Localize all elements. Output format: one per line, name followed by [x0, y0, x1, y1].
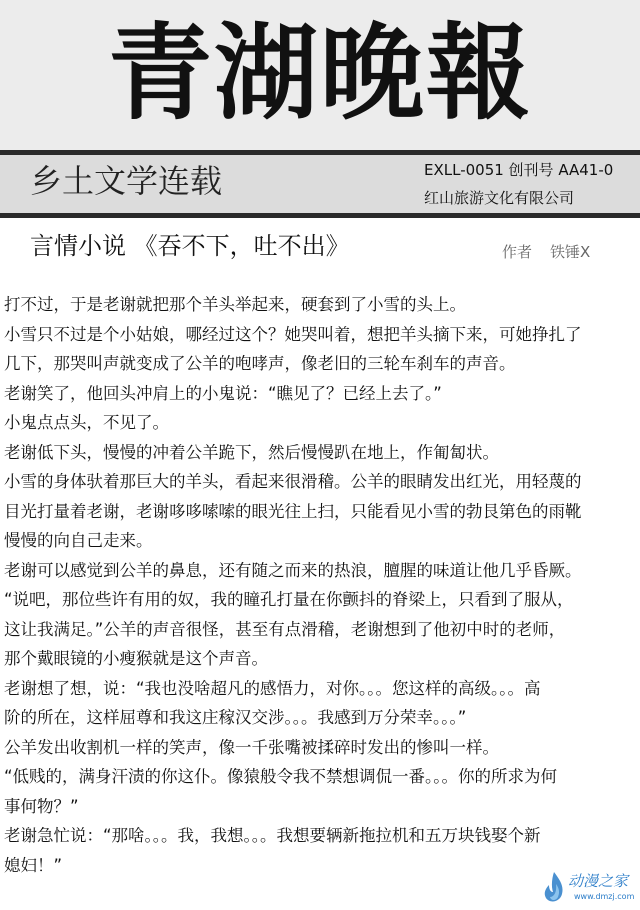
flame-logo-icon — [540, 870, 568, 906]
story-line: 那个戴眼镜的小瘦猴就是这个声音。 — [4, 649, 268, 668]
story-line: 小雪只不过是个小姑娘，哪经过这个？她哭叫着，想把羊头摘下来，可她挣扎了 — [4, 324, 582, 344]
story-line: 老谢可以感觉到公羊的鼻息，还有随之而来的热浪，膻腥的味道让他几乎昏厥。 — [4, 560, 582, 580]
story-line: 目光打量着老谢，老谢哆哆嗦嗦的眼光往上扫，只能看见小雪的勃艮第色的雨靴 — [4, 501, 582, 521]
story-line: “说吧，那位些许有用的奴，我的瞳孔打量在你颤抖的脊梁上，只看到了服从， — [4, 590, 574, 609]
story-line: 这让我满足。”公羊的声音很怪，甚至有点滑稽，老谢想到了他初中时的老师， — [4, 619, 566, 639]
story-body — [4, 290, 634, 880]
story-line: 老谢笑了，他回头冲肩上的小鬼说：“瞧见了？已经上去了。” — [4, 383, 442, 403]
story-line: 老谢低下头，慢慢的冲着公羊跪下，然后慢慢趴在地上，作匍匐状。 — [4, 442, 499, 462]
author-name: 铁锤X — [550, 243, 591, 261]
story-title: 言情小说 《吞不下，吐不出》 — [30, 232, 350, 260]
story-line: 媳妇！” — [4, 855, 63, 875]
column-name: 乡土文学连载 — [30, 162, 223, 200]
issue-code: EXLL-0051 创刊号 AA41-0 — [424, 161, 614, 179]
watermark-url: www.dmzj.com — [574, 892, 635, 901]
story-line: 慢慢的向自己走来。 — [4, 531, 153, 550]
story-line: 老谢急忙说：“那啥。。。我，我想。。。我想要辆新拖拉机和五万块钱娶个新 — [4, 826, 541, 845]
masthead — [0, 0, 640, 150]
story-line: 阶的所在，这样屈尊和我这庄稼汉交涉。。。我感到万分荣幸。。。” — [4, 708, 467, 727]
story-line: 老谢想了想，说：“我也没啥超凡的感悟力，对你。。。您这样的高级。。。高 — [4, 678, 541, 698]
site-watermark — [540, 868, 640, 908]
watermark-site-name: 动漫之家 — [568, 872, 629, 890]
story-line: 事何物？” — [4, 796, 79, 816]
story-line: “低贱的，满身汗渍的你这仆。像猿般令我不禁想调侃一番。。。你的所求为何 — [4, 767, 558, 786]
story-line: 小鬼点点头，不见了。 — [4, 413, 169, 432]
publisher-name: 红山旅游文化有限公司 — [424, 189, 575, 207]
story-line: 公羊发出收割机一样的笑声，像一千张嘴被揉碎时发出的惨叫一样。 — [4, 737, 499, 757]
newspaper-title: 青湖晚報 — [107, 12, 532, 134]
story-line: 打不过，于是老谢就把那个羊头举起来，硬套到了小雪的头上。 — [4, 295, 466, 314]
author-line — [502, 240, 590, 264]
story-line: 小雪的身体驮着那巨大的羊头，看起来很滑稽。公羊的眼睛发出红光，用轻蔑的 — [4, 472, 582, 491]
story-line: 几下，那哭叫声就变成了公羊的咆哮声，像老旧的三轮车刹车的声音。 — [4, 354, 516, 373]
author-label: 作者 — [502, 243, 533, 261]
